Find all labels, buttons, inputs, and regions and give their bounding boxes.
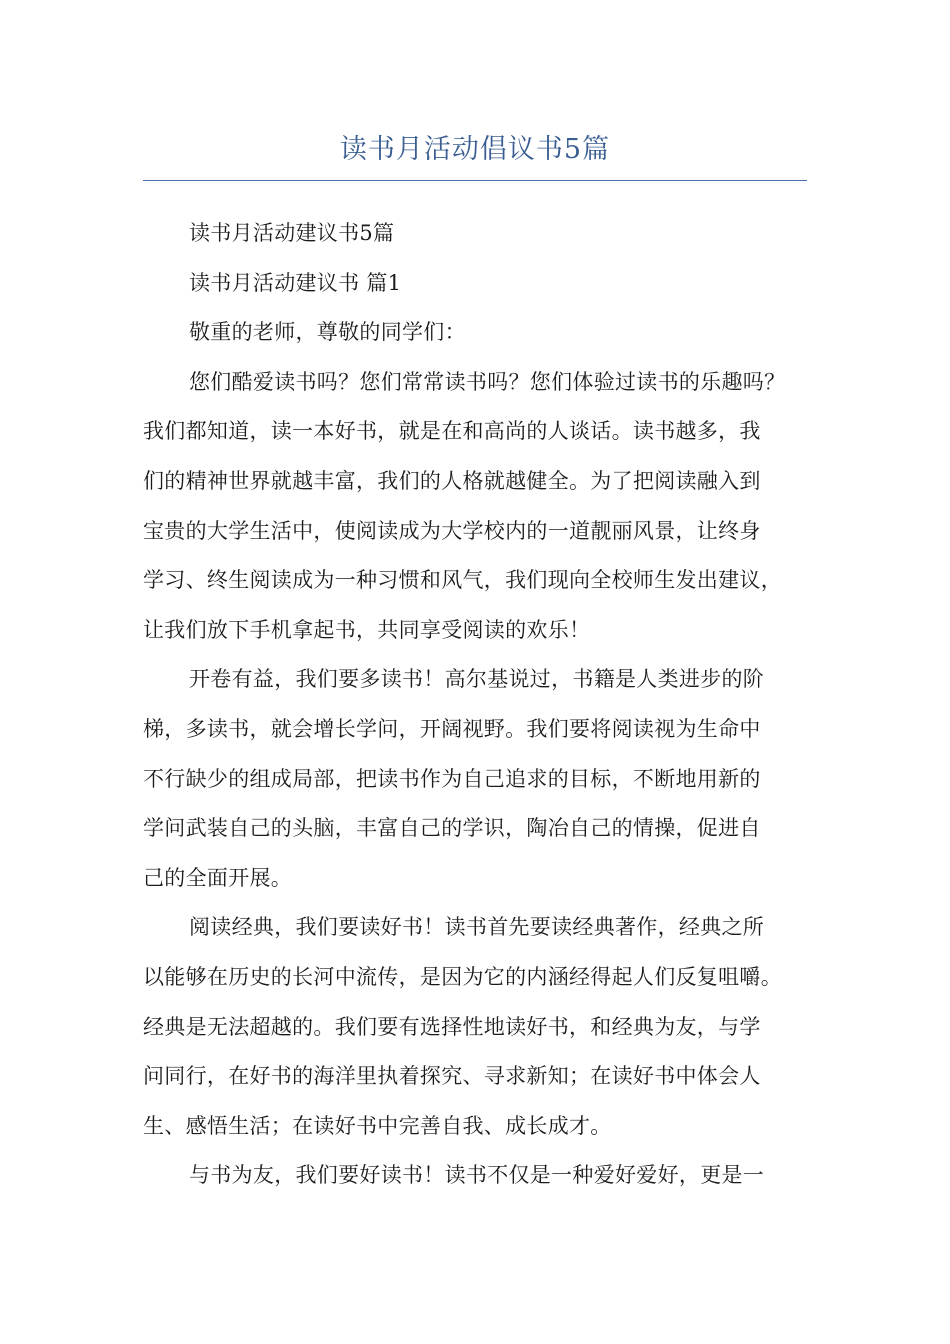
text-line: 问同行，在好书的海洋里执着探究、寻求新知；在读好书中体会人: [143, 1064, 761, 1089]
text-line: 让我们放下手机拿起书，共同享受阅读的欢乐！: [143, 617, 591, 642]
text-line: 生、感悟生活；在读好书中完善自我、成长成才。: [143, 1113, 612, 1138]
document-body: [143, 209, 807, 1201]
document-title: 读书月活动倡议书5篇: [339, 134, 611, 165]
text-line: 敬重的老师，尊敬的同学们：: [189, 320, 466, 345]
text-line: 宝贵的大学生活中，使阅读成为大学校内的一道靓丽风景，让终身: [143, 518, 761, 543]
text-line: 以能够在历史的长河中流传，是因为它的内涵经得起人们反复咀嚼。: [143, 964, 782, 989]
text-line: 经典是无法超越的。我们要有选择性地读好书，和经典为友，与学: [143, 1014, 761, 1039]
text-line: 学问武装自己的头脑，丰富自己的学识，陶冶自己的情操，促进自: [143, 816, 761, 841]
text-line: 己的全面开展。: [143, 865, 293, 890]
text-line: 您们酷爱读书吗？您们常常读书吗？您们体验过读书的乐趣吗？: [189, 369, 786, 394]
text-line: 读书月活动建议书 篇1: [189, 270, 402, 295]
text-line: 梯，多读书，就会增长学问，开阔视野。我们要将阅读视为生命中: [143, 716, 761, 741]
text-line: 读书月活动建议书5篇: [189, 221, 395, 245]
text-line: 们的精神世界就越丰富，我们的人格就越健全。为了把阅读融入到: [143, 468, 761, 493]
text-line: 我们都知道，读一本好书，就是在和高尚的人谈话。读书越多，我: [143, 419, 761, 444]
text-line: 不行缺少的组成局部，把读书作为自己追求的目标，不断地用新的: [143, 766, 761, 791]
text-line: 学习、终生阅读成为一种习惯和风气，我们现向全校师生发出建议，: [143, 568, 782, 593]
title-underline: [143, 180, 807, 181]
text-line: 阅读经典，我们要读好书！读书首先要读经典著作，经典之所: [189, 915, 765, 940]
text-line: 与书为友，我们要好读书！读书不仅是一种爱好爱好，更是一: [189, 1163, 765, 1188]
text-line: 开卷有益，我们要多读书！高尔基说过，书籍是人类进步的阶: [189, 667, 765, 692]
